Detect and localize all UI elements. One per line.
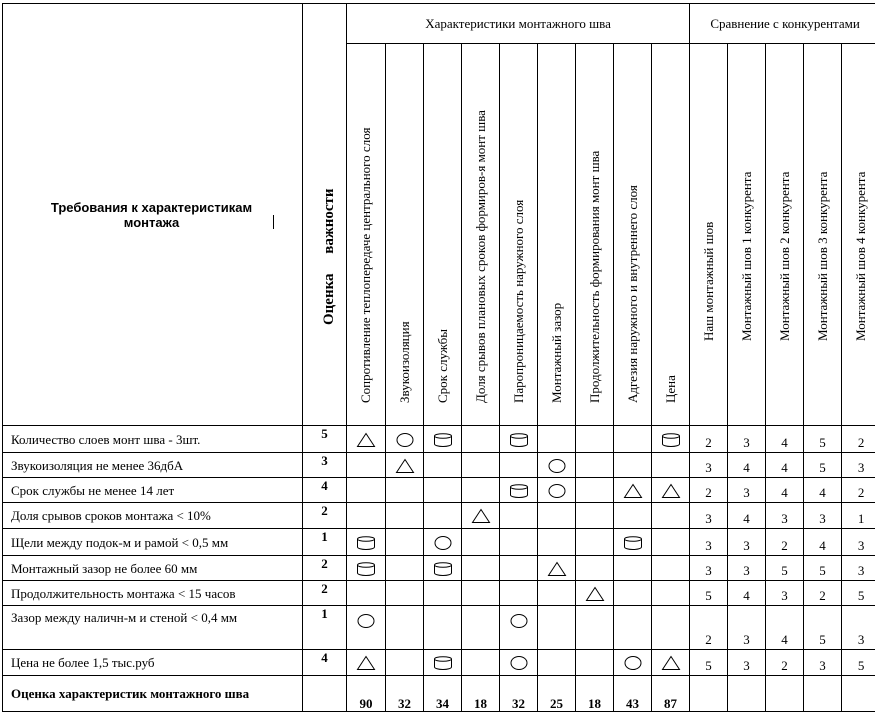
summary-empty-cell: [690, 676, 728, 712]
comparison-cell: 3: [804, 650, 842, 676]
comparison-cell: 5: [804, 453, 842, 478]
relation-cell: [462, 650, 500, 676]
comparison-cell: 3: [728, 606, 766, 650]
summary-value-cell: 32: [500, 676, 538, 712]
relation-cell: [500, 426, 538, 453]
relation-cell: [576, 453, 614, 478]
relation-cell: [424, 581, 462, 606]
comparison-cell: 2: [690, 426, 728, 453]
relation-cell: [462, 581, 500, 606]
importance-header-text: Оценка важности: [321, 188, 337, 325]
comparison-cell: 3: [690, 453, 728, 478]
relation-cell: [500, 650, 538, 676]
characteristic-label-5: Паропроницаемость наружного слоя: [511, 199, 526, 403]
relation-cell: [500, 606, 538, 650]
importance-cell: 2: [303, 503, 347, 529]
characteristic-header-7: [576, 44, 614, 426]
competitor-header-4: [804, 44, 842, 426]
competitor-label-4: Монтажный шов 3 конкурента: [815, 171, 831, 341]
requirement-cell: Доля срывов сроков монтажа < 10%: [3, 503, 303, 529]
relation-cell: [538, 426, 576, 453]
importance-header: [303, 4, 347, 426]
competitor-label-5: Монтажный шов 4 конкурента: [853, 171, 869, 341]
competitor-header-2: [728, 44, 766, 426]
relation-cell: [347, 650, 386, 676]
cylinder-icon: [509, 483, 529, 499]
cylinder-icon: [433, 561, 453, 577]
table-row: [3, 529, 875, 556]
relation-cell: [652, 478, 690, 503]
table-row: [3, 581, 875, 606]
relation-cell: [386, 478, 424, 503]
summary-empty-cell: [804, 676, 842, 712]
circle-icon: [509, 655, 529, 671]
requirements-header: [3, 4, 303, 426]
comparison-cell: 5: [690, 581, 728, 606]
comparison-cell: 1: [842, 503, 875, 529]
requirement-cell: Щели между подок-м и рамой < 0,5 мм: [3, 529, 303, 556]
characteristic-header-9: [652, 44, 690, 426]
relation-cell: [576, 606, 614, 650]
qfd-matrix-table: [2, 3, 875, 712]
relation-cell: [538, 503, 576, 529]
table-row: [3, 606, 875, 650]
comparison-cell: 3: [842, 556, 875, 581]
triangle-icon: [623, 483, 643, 499]
relation-cell: [462, 556, 500, 581]
relation-cell: [576, 478, 614, 503]
characteristic-label-3: Срок службы: [435, 329, 450, 403]
relation-cell: [386, 556, 424, 581]
relation-cell: [462, 503, 500, 529]
triangle-icon: [471, 508, 491, 524]
comparison-cell: 3: [766, 503, 804, 529]
competitor-label-3: Монтажный шов 2 конкурента: [777, 171, 793, 341]
relation-cell: [538, 606, 576, 650]
summary-empty-cell: [728, 676, 766, 712]
circle-icon: [509, 613, 529, 629]
comparison-cell: 3: [766, 581, 804, 606]
relation-cell: [538, 650, 576, 676]
summary-value-cell: 18: [462, 676, 500, 712]
comparison-cell: 4: [766, 426, 804, 453]
comparison-cell: 2: [842, 478, 875, 503]
relation-cell: [462, 453, 500, 478]
comparison-cell: 4: [804, 529, 842, 556]
relation-cell: [386, 581, 424, 606]
relation-cell: [424, 426, 462, 453]
comparison-cell: 3: [842, 529, 875, 556]
requirement-cell: Цена не более 1,5 тыс.руб: [3, 650, 303, 676]
relation-cell: [347, 606, 386, 650]
summary-importance-cell: [303, 676, 347, 712]
relation-cell: [500, 529, 538, 556]
comparison-header-text: Сравнение с конкурентами: [710, 16, 860, 31]
summary-label: Оценка характеристик монтажного шва: [3, 676, 303, 712]
triangle-icon: [661, 655, 681, 671]
relation-cell: [386, 426, 424, 453]
relation-cell: [347, 426, 386, 453]
relation-cell: [614, 503, 652, 529]
summary-value-cell: 87: [652, 676, 690, 712]
relation-cell: [347, 478, 386, 503]
comparison-cell: 2: [690, 606, 728, 650]
text-caret: [273, 215, 274, 229]
relation-cell: [347, 453, 386, 478]
summary-value-cell: 25: [538, 676, 576, 712]
relation-cell: [424, 529, 462, 556]
relation-cell: [614, 581, 652, 606]
relation-cell: [347, 503, 386, 529]
comparison-cell: 2: [804, 581, 842, 606]
comparison-cell: 4: [766, 478, 804, 503]
importance-cell: 2: [303, 556, 347, 581]
circle-icon: [356, 613, 376, 629]
relation-cell: [347, 529, 386, 556]
characteristics-header: Характеристики монтажного шва: [347, 4, 690, 44]
comparison-cell: 5: [690, 650, 728, 676]
circle-icon: [395, 432, 415, 448]
importance-cell: 2: [303, 581, 347, 606]
relation-cell: [538, 529, 576, 556]
relation-cell: [500, 453, 538, 478]
relation-cell: [576, 650, 614, 676]
cylinder-icon: [661, 432, 681, 448]
comparison-cell: 2: [766, 650, 804, 676]
comparison-cell: 3: [842, 453, 875, 478]
competitor-header-1: [690, 44, 728, 426]
requirements-rows: [3, 426, 875, 676]
relation-cell: [424, 556, 462, 581]
triangle-icon: [585, 586, 605, 602]
relation-cell: [500, 478, 538, 503]
relation-cell: [386, 650, 424, 676]
triangle-icon: [547, 561, 567, 577]
relation-cell: [424, 503, 462, 529]
characteristic-label-1: Сопротивление теплопередаче центрального слоя: [358, 127, 373, 403]
comparison-cell: 3: [690, 529, 728, 556]
characteristic-header-5: [500, 44, 538, 426]
characteristic-header-4: [462, 44, 500, 426]
requirements-header-text: Требования к характеристикам монтажа: [50, 199, 253, 230]
comparison-cell: 4: [728, 503, 766, 529]
relation-cell: [462, 529, 500, 556]
comparison-header: [690, 4, 875, 44]
requirement-cell: Звукоизоляция не менее 36дбА: [3, 453, 303, 478]
relation-cell: [576, 529, 614, 556]
relation-cell: [576, 426, 614, 453]
comparison-cell: 3: [690, 556, 728, 581]
relation-cell: [500, 581, 538, 606]
cylinder-icon: [433, 432, 453, 448]
comparison-cell: 3: [728, 650, 766, 676]
cylinder-icon: [509, 432, 529, 448]
comparison-cell: 3: [842, 606, 875, 650]
comparison-cell: 5: [804, 556, 842, 581]
triangle-icon: [661, 483, 681, 499]
summary-empty-cell: [766, 676, 804, 712]
table-row: [3, 478, 875, 503]
summary-value-cell: 18: [576, 676, 614, 712]
cylinder-icon: [356, 535, 376, 551]
cylinder-icon: [433, 655, 453, 671]
characteristic-label-6: Монтажный зазор: [549, 302, 564, 403]
characteristic-header-8: [614, 44, 652, 426]
relation-cell: [652, 529, 690, 556]
characteristic-label-7: Продолжительность формирования монт шва: [587, 150, 602, 403]
comparison-cell: 5: [804, 426, 842, 453]
characteristic-label-8: Адгезия наружного и внутреннего слоя: [625, 185, 640, 403]
characteristic-header-6: [538, 44, 576, 426]
summary-value-cell: 32: [386, 676, 424, 712]
relation-cell: [386, 503, 424, 529]
importance-cell: 3: [303, 453, 347, 478]
comparison-cell: 5: [842, 650, 875, 676]
comparison-cell: 3: [728, 478, 766, 503]
relation-cell: [576, 503, 614, 529]
relation-cell: [652, 650, 690, 676]
relation-cell: [386, 453, 424, 478]
comparison-cell: 3: [728, 556, 766, 581]
competitor-header-3: [766, 44, 804, 426]
characteristic-label-9: Цена: [663, 375, 678, 403]
relation-cell: [614, 453, 652, 478]
comparison-cell: 3: [728, 426, 766, 453]
relation-cell: [386, 606, 424, 650]
characteristic-header-1: [347, 44, 386, 426]
table-row: [3, 503, 875, 529]
relation-cell: [614, 426, 652, 453]
triangle-icon: [356, 432, 376, 448]
relation-cell: [347, 581, 386, 606]
table-row: [3, 556, 875, 581]
relation-cell: [614, 478, 652, 503]
cylinder-icon: [356, 561, 376, 577]
requirement-cell: Продолжительность монтажа < 15 часов: [3, 581, 303, 606]
importance-cell: 4: [303, 478, 347, 503]
requirement-cell: Монтажный зазор не более 60 мм: [3, 556, 303, 581]
importance-cell: 5: [303, 426, 347, 453]
relation-cell: [424, 606, 462, 650]
circle-icon: [433, 535, 453, 551]
cylinder-icon: [623, 535, 643, 551]
comparison-cell: 2: [690, 478, 728, 503]
triangle-icon: [395, 458, 415, 474]
triangle-icon: [356, 655, 376, 671]
relation-cell: [652, 556, 690, 581]
comparison-cell: 5: [804, 606, 842, 650]
relation-cell: [614, 556, 652, 581]
table-row: [3, 426, 875, 453]
relation-cell: [652, 503, 690, 529]
summary-value-cell: 34: [424, 676, 462, 712]
comparison-cell: 4: [728, 453, 766, 478]
relation-cell: [576, 556, 614, 581]
comparison-cell: 5: [842, 581, 875, 606]
relation-cell: [500, 556, 538, 581]
summary-value-cell: 43: [614, 676, 652, 712]
relation-cell: [614, 606, 652, 650]
competitor-header-5: [842, 44, 875, 426]
summary-row: [3, 676, 875, 712]
relation-cell: [652, 581, 690, 606]
relation-cell: [386, 529, 424, 556]
comparison-cell: 3: [728, 529, 766, 556]
relation-cell: [652, 453, 690, 478]
requirement-cell: Количество слоев монт шва - 3шт.: [3, 426, 303, 453]
circle-icon: [623, 655, 643, 671]
comparison-cell: 4: [766, 606, 804, 650]
comparison-cell: 3: [690, 503, 728, 529]
comparison-cell: 4: [766, 453, 804, 478]
relation-cell: [462, 426, 500, 453]
characteristic-label-2: Звукоизоляция: [397, 321, 412, 403]
comparison-cell: 4: [804, 478, 842, 503]
relation-cell: [462, 606, 500, 650]
table-row: [3, 453, 875, 478]
relation-cell: [614, 529, 652, 556]
competitor-label-1: Наш монтажный шов: [701, 221, 717, 341]
characteristic-header-2: [386, 44, 424, 426]
table-row: [3, 650, 875, 676]
relation-cell: [538, 453, 576, 478]
relation-cell: [576, 581, 614, 606]
relation-cell: [652, 426, 690, 453]
relation-cell: [424, 453, 462, 478]
importance-cell: 4: [303, 650, 347, 676]
competitor-label-2: Монтажный шов 1 конкурента: [739, 171, 755, 341]
characteristic-label-4: Доля срывов плановых сроков формиров-я монт шва: [473, 110, 488, 403]
relation-cell: [538, 556, 576, 581]
relation-cell: [424, 650, 462, 676]
relation-cell: [462, 478, 500, 503]
relation-cell: [500, 503, 538, 529]
relation-cell: [424, 478, 462, 503]
characteristic-header-3: [424, 44, 462, 426]
comparison-cell: 2: [842, 426, 875, 453]
circle-icon: [547, 483, 567, 499]
comparison-cell: 3: [804, 503, 842, 529]
relation-cell: [538, 581, 576, 606]
circle-icon: [547, 458, 567, 474]
requirement-cell: Срок службы не менее 14 лет: [3, 478, 303, 503]
relation-cell: [538, 478, 576, 503]
relation-cell: [347, 556, 386, 581]
comparison-cell: 2: [766, 529, 804, 556]
relation-cell: [652, 606, 690, 650]
comparison-cell: 4: [728, 581, 766, 606]
requirement-cell: Зазор между наличн-м и стеной < 0,4 мм: [3, 606, 303, 650]
importance-cell: 1: [303, 529, 347, 556]
summary-empty-cell: [842, 676, 875, 712]
importance-cell: 1: [303, 606, 347, 650]
relation-cell: [614, 650, 652, 676]
comparison-cell: 5: [766, 556, 804, 581]
summary-value-cell: 90: [347, 676, 386, 712]
